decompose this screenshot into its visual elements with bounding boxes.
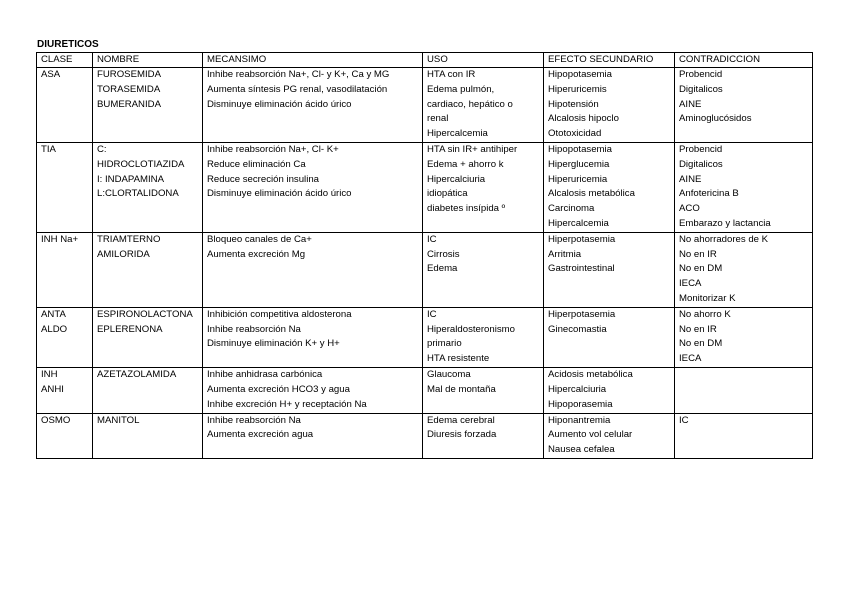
header-clase: CLASE xyxy=(37,53,93,68)
cell-efecto xyxy=(544,413,675,458)
cell-nombre xyxy=(93,307,203,367)
cell-uso xyxy=(423,142,544,232)
cell-line: MANITOL xyxy=(97,414,140,426)
cell-line: Hipotensión xyxy=(548,98,599,110)
header-uso: USO xyxy=(423,53,544,68)
cell-line: Hipercalciuria xyxy=(427,173,486,185)
cell-line: IECA xyxy=(679,353,702,365)
cell-efecto xyxy=(544,232,675,307)
cell-uso xyxy=(423,232,544,307)
cell-mecanismo xyxy=(203,232,423,307)
cell-line: No en IR xyxy=(679,323,717,335)
cell-line: Inhibición competitiva aldosterona xyxy=(207,308,352,320)
cell-line: Digitalicos xyxy=(679,83,723,95)
table-row xyxy=(37,142,813,232)
cell-nombre xyxy=(93,232,203,307)
cell-line: Diuresis forzada xyxy=(427,429,497,441)
cell-line: No en DM xyxy=(679,263,723,275)
table-row xyxy=(37,307,813,367)
cell-clase xyxy=(37,232,93,307)
cell-line: HIDROCLOTIAZIDA xyxy=(97,158,185,170)
cell-line: No en IR xyxy=(679,248,717,260)
cell-contradiccion xyxy=(675,68,813,143)
cell-line: cardiaco, hepático o xyxy=(427,98,513,110)
cell-line: HTA con IR xyxy=(427,69,476,80)
cell-line: IC xyxy=(427,308,437,320)
cell-line: Inhibe reabsorción Na xyxy=(207,323,301,335)
cell-line: TORASEMIDA xyxy=(97,83,161,95)
cell-uso xyxy=(423,367,544,413)
table-row xyxy=(37,232,813,307)
cell-uso xyxy=(423,307,544,367)
cell-line: idiopática xyxy=(427,188,468,200)
cell-line: Hiponantremia xyxy=(548,414,611,426)
cell-line: Disminuye eliminación K+ y H+ xyxy=(207,338,340,350)
cell-line: Inhibe reabsorción Na+, Cl- y K+, Ca y MG xyxy=(207,69,390,80)
cell-efecto xyxy=(544,307,675,367)
cell-clase xyxy=(37,142,93,232)
cell-line: Aminoglucósidos xyxy=(679,113,752,125)
cell-line: HTA resistente xyxy=(427,353,490,365)
cell-contradiccion xyxy=(675,413,813,458)
cell-line: Hipopotasemia xyxy=(548,69,612,80)
cell-line: Hipoporasemia xyxy=(548,398,613,410)
diuretics-table xyxy=(36,52,813,459)
cell-line: EPLERENONA xyxy=(97,323,163,335)
cell-line: Hipercalcemia xyxy=(548,217,609,229)
cell-line: Edema pulmón, xyxy=(427,83,495,95)
cell-line: Alcalosis hipoclo xyxy=(548,113,619,125)
cell-uso xyxy=(423,413,544,458)
cell-line: No ahorradores de K xyxy=(679,233,769,245)
page-title: DIURETICOS xyxy=(37,39,99,50)
cell-line: Alcalosis metabólica xyxy=(548,188,635,200)
header-contradiccion: CONTRADICCION xyxy=(675,53,813,68)
cell-mecanismo xyxy=(203,142,423,232)
cell-line: renal xyxy=(427,113,449,125)
cell-line: I: INDAPAMINA xyxy=(97,173,164,185)
cell-line: Monitorizar K xyxy=(679,292,736,304)
cell-uso xyxy=(423,68,544,143)
cell-line: Aumento vol celular xyxy=(548,429,633,441)
cell-clase xyxy=(37,307,93,367)
cell-line: AZETAZOLAMIDA xyxy=(97,368,177,380)
cell-line: Inhibe excreción H+ y receptación Na xyxy=(207,398,367,410)
cell-line: TIA xyxy=(41,143,56,155)
cell-line: Glaucoma xyxy=(427,368,471,380)
cell-line: Embarazo y lactancia xyxy=(679,217,771,229)
cell-line: Inhibe reabsorción Na+, Cl- K+ xyxy=(207,143,339,155)
cell-line: ACO xyxy=(679,203,700,215)
table-row xyxy=(37,413,813,458)
cell-line: Hiperglucemia xyxy=(548,158,610,170)
header-mecanismo: MECANSIMO xyxy=(203,53,423,68)
cell-line: Aumenta excreción agua xyxy=(207,429,314,441)
cell-mecanismo xyxy=(203,68,423,143)
cell-line: Ototoxicidad xyxy=(548,128,602,140)
cell-line: Aumenta excreción Mg xyxy=(207,248,306,260)
cell-line: Aumenta excreción HCO3 y agua xyxy=(207,383,350,395)
cell-clase xyxy=(37,413,93,458)
cell-line: OSMO xyxy=(41,414,71,426)
cell-line: Hiperuricemis xyxy=(548,83,607,95)
cell-line: IC xyxy=(679,414,689,426)
cell-line: Hiperuricemia xyxy=(548,173,608,185)
cell-contradiccion xyxy=(675,142,813,232)
cell-mecanismo xyxy=(203,367,423,413)
cell-line: HTA sin IR+ antihiper xyxy=(427,143,518,155)
cell-line: Acidosis metabólica xyxy=(548,368,633,380)
cell-line: No en DM xyxy=(679,338,723,350)
cell-line: Cirrosis xyxy=(427,248,460,260)
header-efecto: EFECTO SECUNDARIO xyxy=(544,53,675,68)
cell-line: Hipercalcemia xyxy=(427,128,488,140)
cell-line: Carcinoma xyxy=(548,203,595,215)
cell-line: IECA xyxy=(679,278,702,290)
cell-line: Arritmia xyxy=(548,248,582,260)
cell-line: BUMERANIDA xyxy=(97,98,161,110)
cell-mecanismo xyxy=(203,413,423,458)
cell-line: FUROSEMIDA xyxy=(97,69,161,80)
cell-line: diabetes insípida º xyxy=(427,203,506,215)
cell-line: Hipercalciuria xyxy=(548,383,607,395)
header-nombre: NOMBRE xyxy=(93,53,203,68)
cell-nombre xyxy=(93,413,203,458)
cell-line: IC xyxy=(427,233,437,245)
cell-clase xyxy=(37,68,93,143)
cell-line: AINE xyxy=(679,98,702,110)
cell-line: Edema + ahorro k xyxy=(427,158,504,170)
cell-nombre xyxy=(93,68,203,143)
cell-line: No ahorro K xyxy=(679,308,731,320)
cell-line: Ginecomastia xyxy=(548,323,607,335)
cell-line: Edema xyxy=(427,263,458,275)
cell-line: Hiperaldosteronismo xyxy=(427,323,515,335)
cell-line: L:CLORTALIDONA xyxy=(97,188,179,200)
cell-line: Reduce secreción insulina xyxy=(207,173,319,185)
cell-line: Bloqueo canales de Ca+ xyxy=(207,233,312,245)
cell-line: INH xyxy=(41,368,58,380)
header-row xyxy=(37,53,813,68)
cell-nombre xyxy=(93,367,203,413)
cell-line: INH Na+ xyxy=(41,233,79,245)
cell-line: ALDO xyxy=(41,323,68,335)
cell-nombre xyxy=(93,142,203,232)
cell-contradiccion xyxy=(675,307,813,367)
cell-line: Gastrointestinal xyxy=(548,263,615,275)
cell-line: primario xyxy=(427,338,462,350)
cell-efecto xyxy=(544,142,675,232)
cell-line: Probencid xyxy=(679,143,723,155)
cell-line: Probencid xyxy=(679,69,723,80)
cell-line: ASA xyxy=(41,69,61,80)
cell-line: ANHI xyxy=(41,383,64,395)
cell-line: Aumenta síntesis PG renal, vasodilatación xyxy=(207,83,388,95)
cell-mecanismo xyxy=(203,307,423,367)
cell-line: TRIAMTERNO xyxy=(97,233,161,245)
cell-efecto xyxy=(544,68,675,143)
cell-line: Digitalicos xyxy=(679,158,723,170)
cell-line: Anfotericina B xyxy=(679,188,739,200)
cell-contradiccion xyxy=(675,232,813,307)
cell-line: AINE xyxy=(679,173,702,185)
cell-efecto xyxy=(544,367,675,413)
cell-line: Hipopotasemia xyxy=(548,143,612,155)
cell-line: Inhibe reabsorción Na xyxy=(207,414,301,426)
cell-line: ANTA xyxy=(41,308,66,320)
table-row xyxy=(37,68,813,143)
cell-line: Hiperpotasemia xyxy=(548,233,616,245)
cell-line: AMILORIDA xyxy=(97,248,150,260)
cell-line: C: xyxy=(97,143,107,155)
cell-clase xyxy=(37,367,93,413)
cell-line: Edema cerebral xyxy=(427,414,495,426)
cell-line: Mal de montaña xyxy=(427,383,496,395)
cell-line: Reduce eliminación Ca xyxy=(207,158,306,170)
table-row xyxy=(37,367,813,413)
cell-line: Disminuye eliminación ácido úrico xyxy=(207,188,352,200)
cell-line: Disminuye eliminación ácido úrico xyxy=(207,98,352,110)
cell-line: Inhibe anhidrasa carbónica xyxy=(207,368,323,380)
cell-line: ESPIRONOLACTONA xyxy=(97,308,193,320)
cell-line: Hiperpotasemia xyxy=(548,308,616,320)
cell-line: Nausea cefalea xyxy=(548,444,615,456)
cell-contradiccion xyxy=(675,367,813,413)
